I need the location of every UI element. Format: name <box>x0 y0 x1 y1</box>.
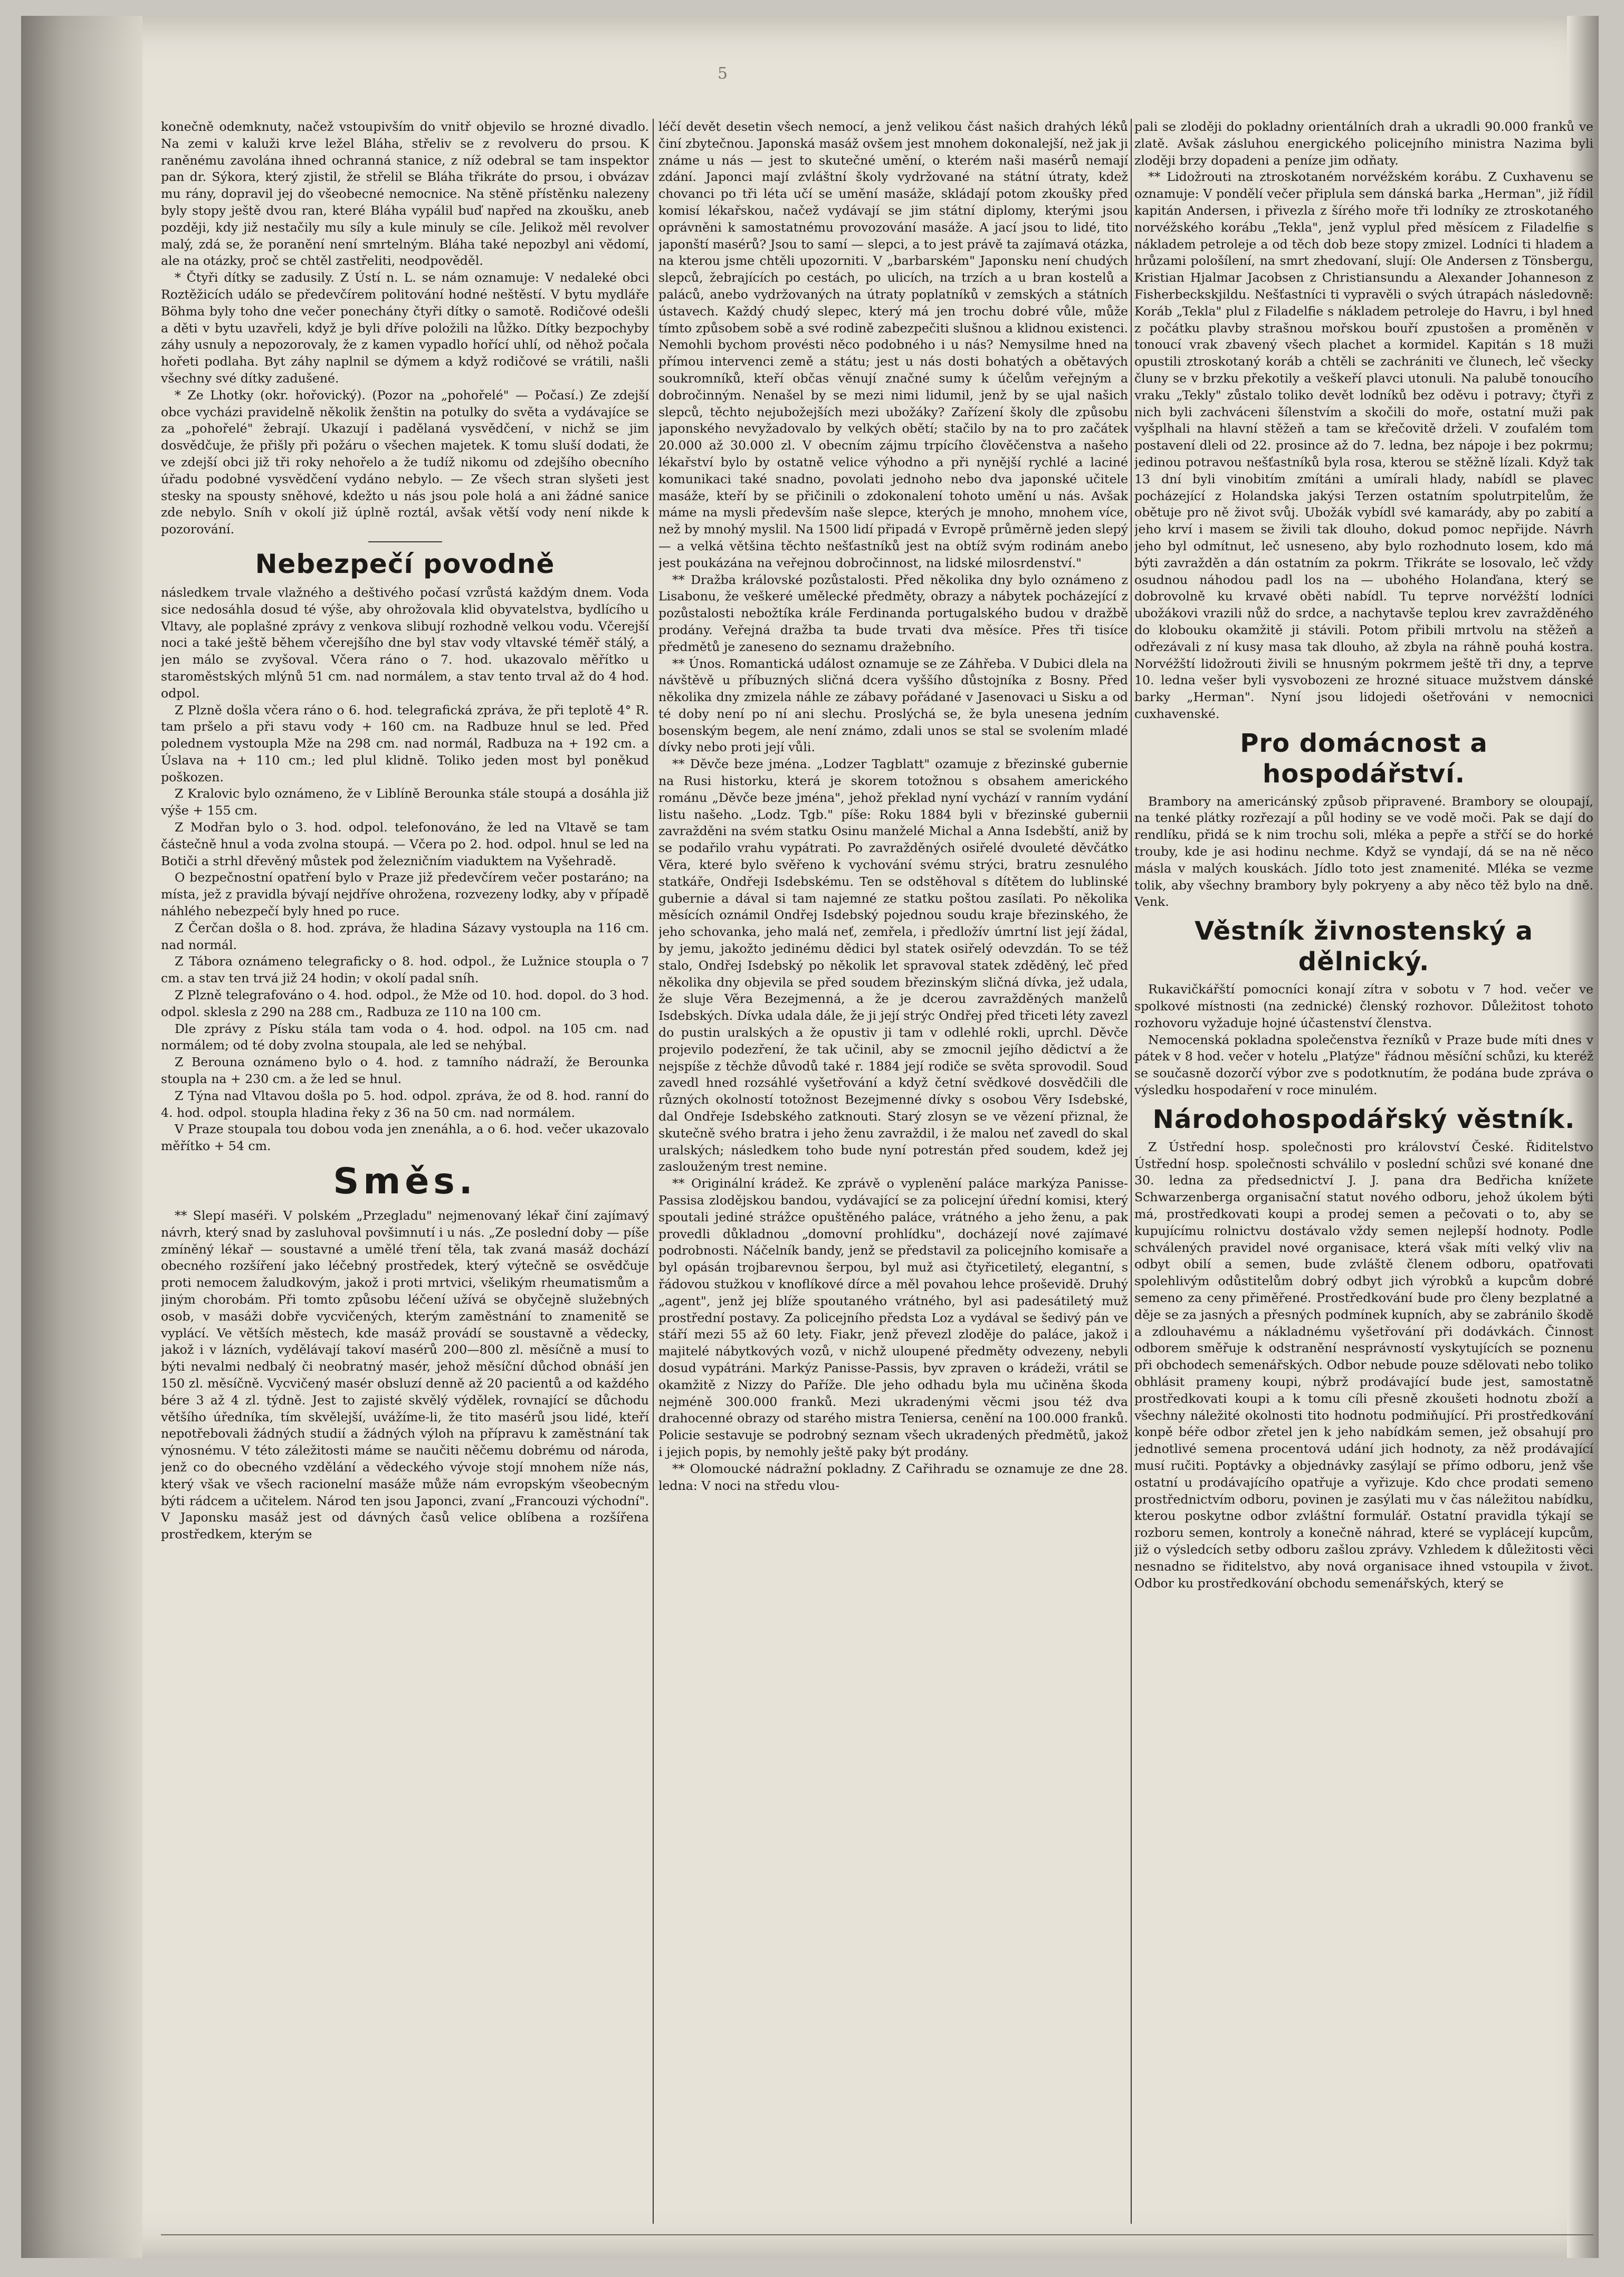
article-paragraph: Z Plzně telegrafováno o 4. hod. odpol., že Mže od 10. hod. dopol. do 3 hod. odpol. sklesla z 290 na 288 cm., Radbuza ze 110 na 100 cm. <box>161 988 649 1019</box>
column-1 <box>161 119 649 2224</box>
article-paragraph: ** Děvče beze jména. „Lodzer Tagblatt" ozamuje z březinské gubernie na Rusi historku, která je skorem totožnou s obsahem amerického románu „Děvče beze jména", jehož překlad nyní vychází v ranním vydání listu našeho. „Lodz. Tgb." píše: Roku 1884 byli v březinské gubernii zavražděni na svém statku Osinu manželé Michal a Anna Isdebští, aniž by se podařilo vrahu vypátrati. Po zavražděných osiřelé dvouleté děvčátko Věra, které bylo svěřeno k vychování svému strýci, bratru zesnulého statkáře, Ondřeji Isdebskému. Ten se odstěhoval s dítětem do lublinské gubernie a dával si tam najemné ze statku poštou zasílati. Po několika měsících oznámil Ondřej Isdebský pojednou soudu kraje březinského, že jeho schovanka, jeho malá neť, zemřela, i předložív úmrtní list její žádal, by jemu, jakožto jedinému dědici byl statek osiřelý odevzdán. To se též stalo, Ondřej Isdebský po několik let spravoval statek zděděný, leč před několika dny objevila se před soudem březinským sličná dívka, jež udala, že sluje Věra Bezejmenná, a že je dcerou zavražděných manželů Isdebských. Dívka udala dále, že ji její strýc Ondřej před třiceti léty zavezl do pustin uralských a že opustiv ji tam v odlehlé rokli, uprchl. Děvče projevilo podezření, že tak učinil, aby se zmocnil jejího dědictví a že nejspíše z těchže důvodů také r. 1884 její rodiče se světa sprovodil. Soud zavedl hned rozsáhlé vyšetřování a když četní svědkové dosvědčili dle různých okolností totožnost Bezejmenné dívky s osobou Věry Isdebské, dal Ondřeje Isdebského zatknouti. Starý zlosyn se ve vězení přiznal, že skutečně svého bratra i jeho ženu zavraždil, i že malou neť zavedl do skal uralských; následkem toho bude nyní potrestán před soudem, kdež jej zaslouženým trest nemine. <box>658 757 1128 1174</box>
article-paragraph: ** Slepí maséři. V polském „Przegladu" nejmenovaný lékař činí zajímavý návrh, který snad by zasluhoval povšimnutí i u nás. „Ze poslední doby — píše zmíněný lékař — soustavné a umělé tření těla, tak zvaná masáž dochází obecného rozšíření jako léčebný prostředek, který výtečně se osvědčuje proti nemocem žaludkovým, jakož i proti mrtvici, všelikým rheumatismům a jiným chorobám. Při tomto způsobu léčení užívá se obyčejně služebných osob, v masáži dobře vycvičených, kterým zaměstnání to znamenitě se vyplácí. Ve větších městech, kde masáž provádí se soustavně a vědecky, jakož i v lázních, vydělávají takoví masérů 200—800 zl. měsíčně a musí to býti nevalmi nedbalý či neobratný masér, jehož měsíční důchod obnáší jen 150 zl. měsíčně. Vycvičený masér obsluzí denně až 20 pacientů a od každého bére 3 až 4 zl. týdně. Jest to zajisté skvělý výdělek, rovnající se důchodu většího úředníka, tím skvělejší, uvážíme-li, že tito masérů jsou lidé, kteří nepotřebovali žádných studií a žádných výloh na přípravu k zaměstnání tak výnosnému. V této záležitosti máme se naučiti něčemu dobrému od národa, jenž co do obecného vzdělání a vědeckého vývoje stojí mnohem níže nás, který však ve všech racionelní masáže může nám evropským všeobecným býti rádcem a učitelem. Národ ten jsou Japonci, zvaní „Francouzi východní". V Japonsku masáž jest od dávných časů velice oblíbena a rozšířena prostředkem, kterým se <box>161 1208 649 1542</box>
page-gutter-shadow <box>21 16 142 2258</box>
article-paragraph: ** Olomoucké nádražní pokladny. Z Cařihradu se oznamuje ze dne 28. ledna: V noci na středu vlou- <box>658 1461 1128 1493</box>
section-divider <box>368 541 442 542</box>
article-paragraph: Z Tábora oznámeno telegraficky o 8. hod. odpol., že Lužnice stoupla o 7 cm. a stav ten trvá již 24 hodin; v okolí padal sníh. <box>161 954 649 986</box>
article-paragraph: V Praze stoupala tou dobou voda jen znenáhla, a o 6. hod. večer ukazovalo měřítko + 54 cm. <box>161 1122 649 1154</box>
column-rule-1 <box>653 119 654 2224</box>
article-paragraph: O bezpečnostní opatření bylo v Praze již předevčírem večer postaráno; na místa, jež z pravidla bývají nejdříve ohrožena, rozvezeny lodky, aby v případě náhlého nebezpečí byly hned po ruce. <box>161 870 649 919</box>
article-paragraph: ** Lidožrouti na ztroskotaném norvéžském korábu. Z Cuxhavenu se oznamuje: V pondělí večer připlula sem dánská barka „Herman", již řídil kapitán Andersen, i přivezla z šírého moře tři lodníky ze ztroskotaného norvéžského korábu „Tekla", jenž vyplul před měsícem z Filadelfie s nákladem petroleje a od těch dob beze stopy zmizel. Lodníci ti hladem a hrůzami pološílení, na smrt zhedovaní, slují: Ole Andersen z Tönsbergu, Kristian Hjalmar Jacobsen z Christiansundu a Alexander Johanneson z Fisherbeckskjildu. Nešťastníci ti vypravěli o svých útrapách následovně: Koráb „Tekla" plul z Filadelfie s nákladem petroleje do Havru, i byl hned z počátku plavby strašnou mořskou bouří zpustošen a proměněn v tonoucí vrak zbavený všech plachet a kormidel. Kapitán s 18 muži opustili ztroskotaný koráb a chtěli se zachrániti ve člunech, leč všecky čluny se v brzku překotily a veškeří plavci utonuli. Na palubě tonoucího vraku „Tekly" zůstalo toliko devět lodníků bez oděvu i potravy; čtyři z nich byli zachváceni šílenstvím a skočili do moře, ostatní muži pak vyšplhali na hlavní stěžeň a tam se křečovitě drželi. V zoufalém tom postavení dleli od 22. prosince až do 7. ledna, bez nápoje i bez pokrmu; jedinou potravou nešťastníků byla rosa, kterou se stěžně lízali. Když tak 13 dní byli vinobitím zmítáni a umírali hlady, nabídl se plavec pocházející z Holandska jakýsi Terzen ostatním spolutrpitelům, že obětuje pro ně život svůj. Ubožák vybídl své kamarády, aby po zabití a jeho krví i masem se živili tak dlouho, dokud pomoc nepřijde. Návrh jeho byl odmítnut, leč usneseno, aby bylo rozhodnuto losem, kdo má býti zavražděn a dán ostatním za pokrm. Třikráte se losovalo, leč vždy osudnou náhodou padl los na — ubohého Holanďana, který se dobrovolně ku krvavé oběti nabídl. Tu teprve norvéžští lodníci ubožákovi vrazili nůž do srdce, a nachytavše teplou krev zavražděného do klobouku okamžitě ji stávili. Potom přibili mrtvolu na stěžeň a odřezávali z ní kusy masa tak dlouho, až zbyla na ráhně pouhá kostra. Norvéžští lidožrouti živili se hnusným pokrmem ještě tři dny, a teprve 10. ledna vešer byli vysvobozeni ze hrozné situace mužstvem dánské barky „Herman". Nyní jsou lidojedi ošetřováni v nemocnici cuxhavenské. <box>1134 169 1593 721</box>
newspaper-page <box>21 16 1599 2258</box>
article-paragraph: Nemocenská pokladna společenstva řezníků v Praze bude míti dnes v pátek v 8 hod. večer v hotelu „Platýze" řádnou měsíční schůzi, ku kteréž se současně dozorčí výbor zve s podotknutím, že podána bude zpráva o výsledku hospodaření v roce minulém. <box>1134 1032 1593 1098</box>
section-heading: Směs. <box>333 1161 477 1203</box>
article-paragraph: * Čtyři dítky se zadusily. Z Ústí n. L. se nám oznamuje: V nedaleké obci Roztěžicích událo se předevčírem politování hodné neštěstí. V bytu mydláře Böhma byly toho dne večer ponechány čtyři dítky o samotě. Rodičové odešli a děti v bytu uzavřeli, když je byli dříve položili na lůžko. Dítky bezpochyby záhy usnuly a nepozorovaly, že z kamen vypadlo hořící uhlí, od něhož počala hořeti podlaha. Byt záhy naplnil se dýmem a když rodičové se vrátili, našli všechny své dítky zadušené. <box>161 270 649 386</box>
article-paragraph: Z Plzně došla včera ráno o 6. hod. telegrafická zpráva, že při teplotě 4° R. tam pršelo a při stavu vody + 160 cm. na Radbuze hnul se led. Před polednem vystoupla Mže na 298 cm. nad normál, Radbuza na + 192 cm. a Úslava na + 110 cm.; led plul klidně. Toliko jeden most byl poněkud poškozen. <box>161 702 649 784</box>
section-heading: Pro domácnost a hospodářství. <box>1240 728 1488 789</box>
article-paragraph: ** Dražba královské pozůstalosti. Před několika dny bylo oznámeno z Lisabonu, že veškeré umělecké předměty, obrazy a nábytek pocházející z pozůstalosti nebožtíka krále Ferdinanda portugalského budou v dražbě prodány. Veřejná dražba ta bude trvati dva měsíce. Přes tři tisíce předmětů je zaneseno do seznamu dražebního. <box>658 572 1128 654</box>
bottom-rule <box>161 2234 1593 2235</box>
article-paragraph: následkem trvale vlažného a deštivého počasí vzrůstá každým dnem. Voda sice nedosáhla dosud té výše, aby ohrožovala klid obyvatelstva, bydlícího u Vltavy, ale poplašné zprávy z venkova slibují rozhodně velkou vodu. Včerejší noci a také ještě během včerejšího dne byl stav vody vltavské téměř stálý, a jen málo se zvyšoval. Včera ráno o 7. hod. ukazovalo měřítko u staroměstských mlýnů 51 cm. nad normálem, a stav tento trval až do 4 hod. odpol. <box>161 585 649 701</box>
column-rule-2 <box>1131 119 1132 2224</box>
article-paragraph: Brambory na americánský způsob připravené. Brambory se oloupají, na tenké plátky rozřezají a půl hodiny se ve vodě moči. Pak se dají do rendlíku, přidá se k nim trochu soli, mléka a pepře a střčí se do horké trouby, kde je asi hodinu nechme. Když se vyndají, dá se na ně něco másla v malých kouskách. Jídlo toto jest znamenité. Mléka se vezme tolik, aby všechny brambory byly pokryeny a aby něco těž bylo na dně. Venk. <box>1134 793 1593 910</box>
article-paragraph: Z Týna nad Vltavou došla po 5. hod. odpol. zpráva, že od 8. hod. ranní do 4. hod. odpol. stoupla hladina řeky z 36 na 50 cm. nad normálem. <box>161 1088 649 1120</box>
article-paragraph: konečně odemknuty, načež vstoupivším do vnitř objevilo se hrozné divadlo. Na zemi v kaluži krve ležel Bláha, střeliv se z revolveru do prsou. K raněnému zavolána ihned ochranná stanice, z níž odebral se tam inspektor pan dr. Sýkora, který zjistil, že střelil se Bláha třikráte do prsou, i obvázav mu rány, dopravil jej do všeobecné nemocnice. Na stěně přístěnku nalezeny byly stopy ještě dvou ran, které Bláha vypálil buď napřed na zkoušku, aneb později, kdy již nestačily mu síly a kule minuly se cíle. Jelikož měl revolver malý, zdá se, že poranění není smrtelným. Bláha také nepozbyl ani vědomí, ale na otázky, proč se chtěl zastřeliti, neodpověděl. <box>161 119 649 269</box>
article-paragraph: Z Berouna oznámeno bylo o 4. hod. z tamního nádraží, že Berounka stoupla na + 230 cm. a že led se hnul. <box>161 1055 649 1087</box>
article-paragraph: Z Ústřední hosp. společnosti pro království České. Řiditelstvo Ústřední hosp. společnosti schválilo v poslední schůzi své konané dne 30. ledna za předsednictví J. J. pana dra Bedřicha knížete Schwarzenberga organisační statut nového odboru, jehož úkolem býti má, prostředkovati koupi a prodej semen a pečovati o to, aby se kupujícímu rolnictvu dostávalo vždy semen nejlepší hodnoty. Podle schválených pravidel nové organisace, která však míti velký vliv na odbyt obilí a semen, bude zvláště členem odboru, opatřovati spolehlivým odůstitelům dobrý odbyt jich výrobků a kupcům dobré semeno za ceny přiměřené. Prostředkování bude pro členy bezplatné a děje se za jasných a přesných podmínek kupních, aby se zabránilo škodě a zdlouhavému a nákladnému vyšetřování při dodávkách. Činnost odborem směřuje k odstranění nesprávností vyskytujících se poznenu při obchodech semenářských. Odbor nebude pouze sdělovati nebo toliko obhlásit prameny koupi, nýbrž prodávající bude jest, samostatně prostředkovati koupi a k tomu cíli přesně zkoušeti hodnotu zboží a všechny náležité okolnosti tito hodnotu podmiňující. Při prostředkování konpě béře odbor zřetel jen k jeho nabídkám semen, jež obsahují pro jednotlivé semena procentová udání jich hodnoty, za něž prodávající musí ručiti. Poptávky a objednávky zasýlají se přímo odboru, jenž vše ostatní u prodávajícího opatřuje a vyřizuje. Kdo chce prodati semeno prostřednictvím odboru, povinen je zasýlati mu v čas náležitou nabídku, kterou poskytne odbor zvláštní formulář. Ostatní pravidla týkají se rozboru semen, kontroly a konečně náhrad, které se vyplácejí kupcům, již o výsledcích setby odboru zašlou zprávy. Vzhledem k důležitosti věci nesnadno se řiditelstvo, aby nová organisace ihned vstoupila v život. Odbor ku prostředkování obchodu semenářských, který se <box>1134 1139 1593 1591</box>
article-paragraph: Z Čerčan došla o 8. hod. zpráva, že hladina Sázavy vystoupla na 116 cm. nad normál. <box>161 920 649 952</box>
article-paragraph: Dle zprávy z Písku stála tam voda o 4. hod. odpol. na 105 cm. nad normálem; od té doby zvolna stoupala, ale led se nehýbal. <box>161 1021 649 1053</box>
page-marker: 5 <box>718 64 728 83</box>
column-2 <box>658 119 1128 2224</box>
article-paragraph: Rukavičkářští pomocníci konají zítra v sobotu v 7 hod. večer ve spolkové místnosti (na zednické) členský rozhovor. Důležitost tohoto rozhovoru vyžaduje hojné účastenství členstva. <box>1134 982 1593 1030</box>
article-paragraph: Z Kralovic bylo oznámeno, že v Liblíně Berounka stále stoupá a dosáhla již výše + 155 cm. <box>161 786 649 818</box>
article-paragraph: Z Modřan bylo o 3. hod. odpol. telefonováno, že led na Vltavě se tam částečně hnul a voda zvolna stoupá. — Včera po 2. hod. odpol. hnul se led na Botiči a strhl dřevěný můstek pod železničním viaduktem na Vyšehradě. <box>161 820 649 868</box>
article-paragraph: * Ze Lhotky (okr. hořovický). (Pozor na „pohořelé" — Počasí.) Ze zdejší obce vycházi pravidelně několik ženštin na potulky do světa a vydávajíce se za „pohořelé" žebrají. Ukazují i padělaná vysvědčení, v nichž se jim dosvědčuje, že přišly při požáru o všechen majetek. K tomu sluší dodati, že ve zdejší obci již tři roky nehořelo a že tudíž nikomu od zdejšího obecního úřadu podobné vysvědčení vydáno nebylo. — Ze všech stran slyšeti jest stesky na spousty sněhové, kdežto u nás jsou pole holá a ani žádné sanice zde nebylo. Sníh v okolí již úplně roztál, avšak větší vody není nikde k pozorování. <box>161 387 649 537</box>
section-heading: Nebezpečí povodně <box>255 548 555 579</box>
section-heading: Věstník živnostenský a dělnický. <box>1195 916 1533 977</box>
article-paragraph: ** Originální krádež. Ke zprávě o vyplenění paláce markýza Panisse-Passisa zlodějskou bandou, vydávající se za policejní úřední komisi, který spoutali jediné strážce opuštěného paláce, vrátného a jeho ženu, a pak provedli důkladnou „domovní prohlídku", docházejí nové zajímavé podrobnosti. Náčelník bandy, jenž se představil za policejního komisaře a byl opásán trojbarevnou šerpou, byl muž asi čtyřicetiletý, elegantní, s řádovou stužkou v knoflíkové dírce a měl povahou lehce proševidě. Druhý „agent", jenž jej blíže spoutaného vrátného, byl asi padesátiletý muž prostřední postavy. Za policejního předsta Loz a vydával se šedivý pán ve stáří mezi 55 až 60 lety. Fiakr, jenž převezl zloděje do paláce, jakož i majitelé nábytkových vozů, v nichž uloupené předměty odvezeny, nebyli dosud vypátráni. Markýz Panisse-Passis, byv zpraven o krádeži, vrátil se okamžitě z Nizzy do Paříže. Dle jeho odhadu byla mu učiněna škoda nejméně 300.000 franků. Mezi ukradenými věcmi jsou též dva drahocenné obrazy od starého mistra Teniersa, cenění na 100.000 franků. Policie sestavuje se podrobný seznam všech ukradených předmětů, jakož i jejich popis, by nemohly ještě paky být prodány. <box>658 1176 1128 1459</box>
article-paragraph: léčí devět desetin všech nemocí, a jenž velikou část našich drahých léků činí zbytečnou. Japonská masáž ovšem jest mnohem dokonalejší, než jak ji známe u nás — jest to skutečné umění, o kterém naši masérů nemají zdání. Japonci mají zvláštní školy vydržované na státní útraty, kdež chovanci po tři léta učí se umění masáže, skládají potom zkoušky před komisí lékařskou, načež vydávají se jim státní diplomy, kterými jsou oprávněni k samostatnému provozování masáže. A jací jsou to lidé, tito japonští masérů? Jsou to samí — slepci, a to jest právě ta zajímavá otázka, na kterou jsme chtěli upozorniti. V „barbarském" Japonsku není chudých slepců, žebrajících po cestách, po ulicích, na trzích a u bran kostelů a paláců, anebo vydržovaných na útraty poplatníků v zemských a státních ústavech. Každý chudý slepec, který má jen trochu dobré vůle, může tímto způsobem sobě a své rodině zabezpečiti slušnou a klidnou existenci. Nemohli bychom provésti něco podobného i u nás? Nemysilme hned na přímou intervenci země a státu; jest u nás dosti bohatých a obětavých soukromníků, kteří občas věnují značné sumy k účelům veřejným a dobročinným. Nenašel by se mezi nimi lidumil, jenž by se ujal našich slepců, těchto nejubožejších mezi ubožáky? Zařízení školy dle způsobu japonského nevyžadovalo by velkých obětí; stačilo by na to pro začátek 20.000 až 30.000 zl. V obecním zájmu trpícího člověčenstva a našeho lékařství bylo by ostatně velice výhodno a při nynější rychlé a laciné komunikaci také snadno, povolati jednoho nebo dva japonské učitele masáže, kteří by se přičinili o zdokonalení tohoto umění u nás. Avšak máme na mysli především naše slepce, kterých je mnoho, mnohem více, než by mnohý myslil. Na 1500 lidí připadá v Evropě průměrně jeden slepý — a velká většina těchto nešťastníků jest na obtíž svým rodinám anebo jest poukázána na veřejnou dobročinnost, na lidské milosrdenství." <box>658 119 1128 570</box>
article-paragraph: pali se zloději do pokladny orientálních drah a ukradli 90.000 franků ve zlatě. Avšak zásluhou energického policejního ministra Nazima byli zloději brzy dopadeni a peníze jim odňaty. <box>1134 119 1593 168</box>
column-3 <box>1134 119 1593 2224</box>
article-paragraph: ** Únos. Romantická událost oznamuje se ze Záhřeba. V Dubici dlela na návštěvě u příbuzných sličná dcera vyššího důstojníka z Bosny. Před několika dny zmizela náhle ze zábavy pořádané v Jasenovaci u Sisku a od té doby není po ní ani slechu. Proslýchá se, že byla unesena jedním bosenským begem, ale není známo, zdali unos se stal se svolením mladé dívky nebo proti její vůli. <box>658 656 1128 755</box>
section-heading: Národohospodářský věstník. <box>1152 1104 1575 1134</box>
